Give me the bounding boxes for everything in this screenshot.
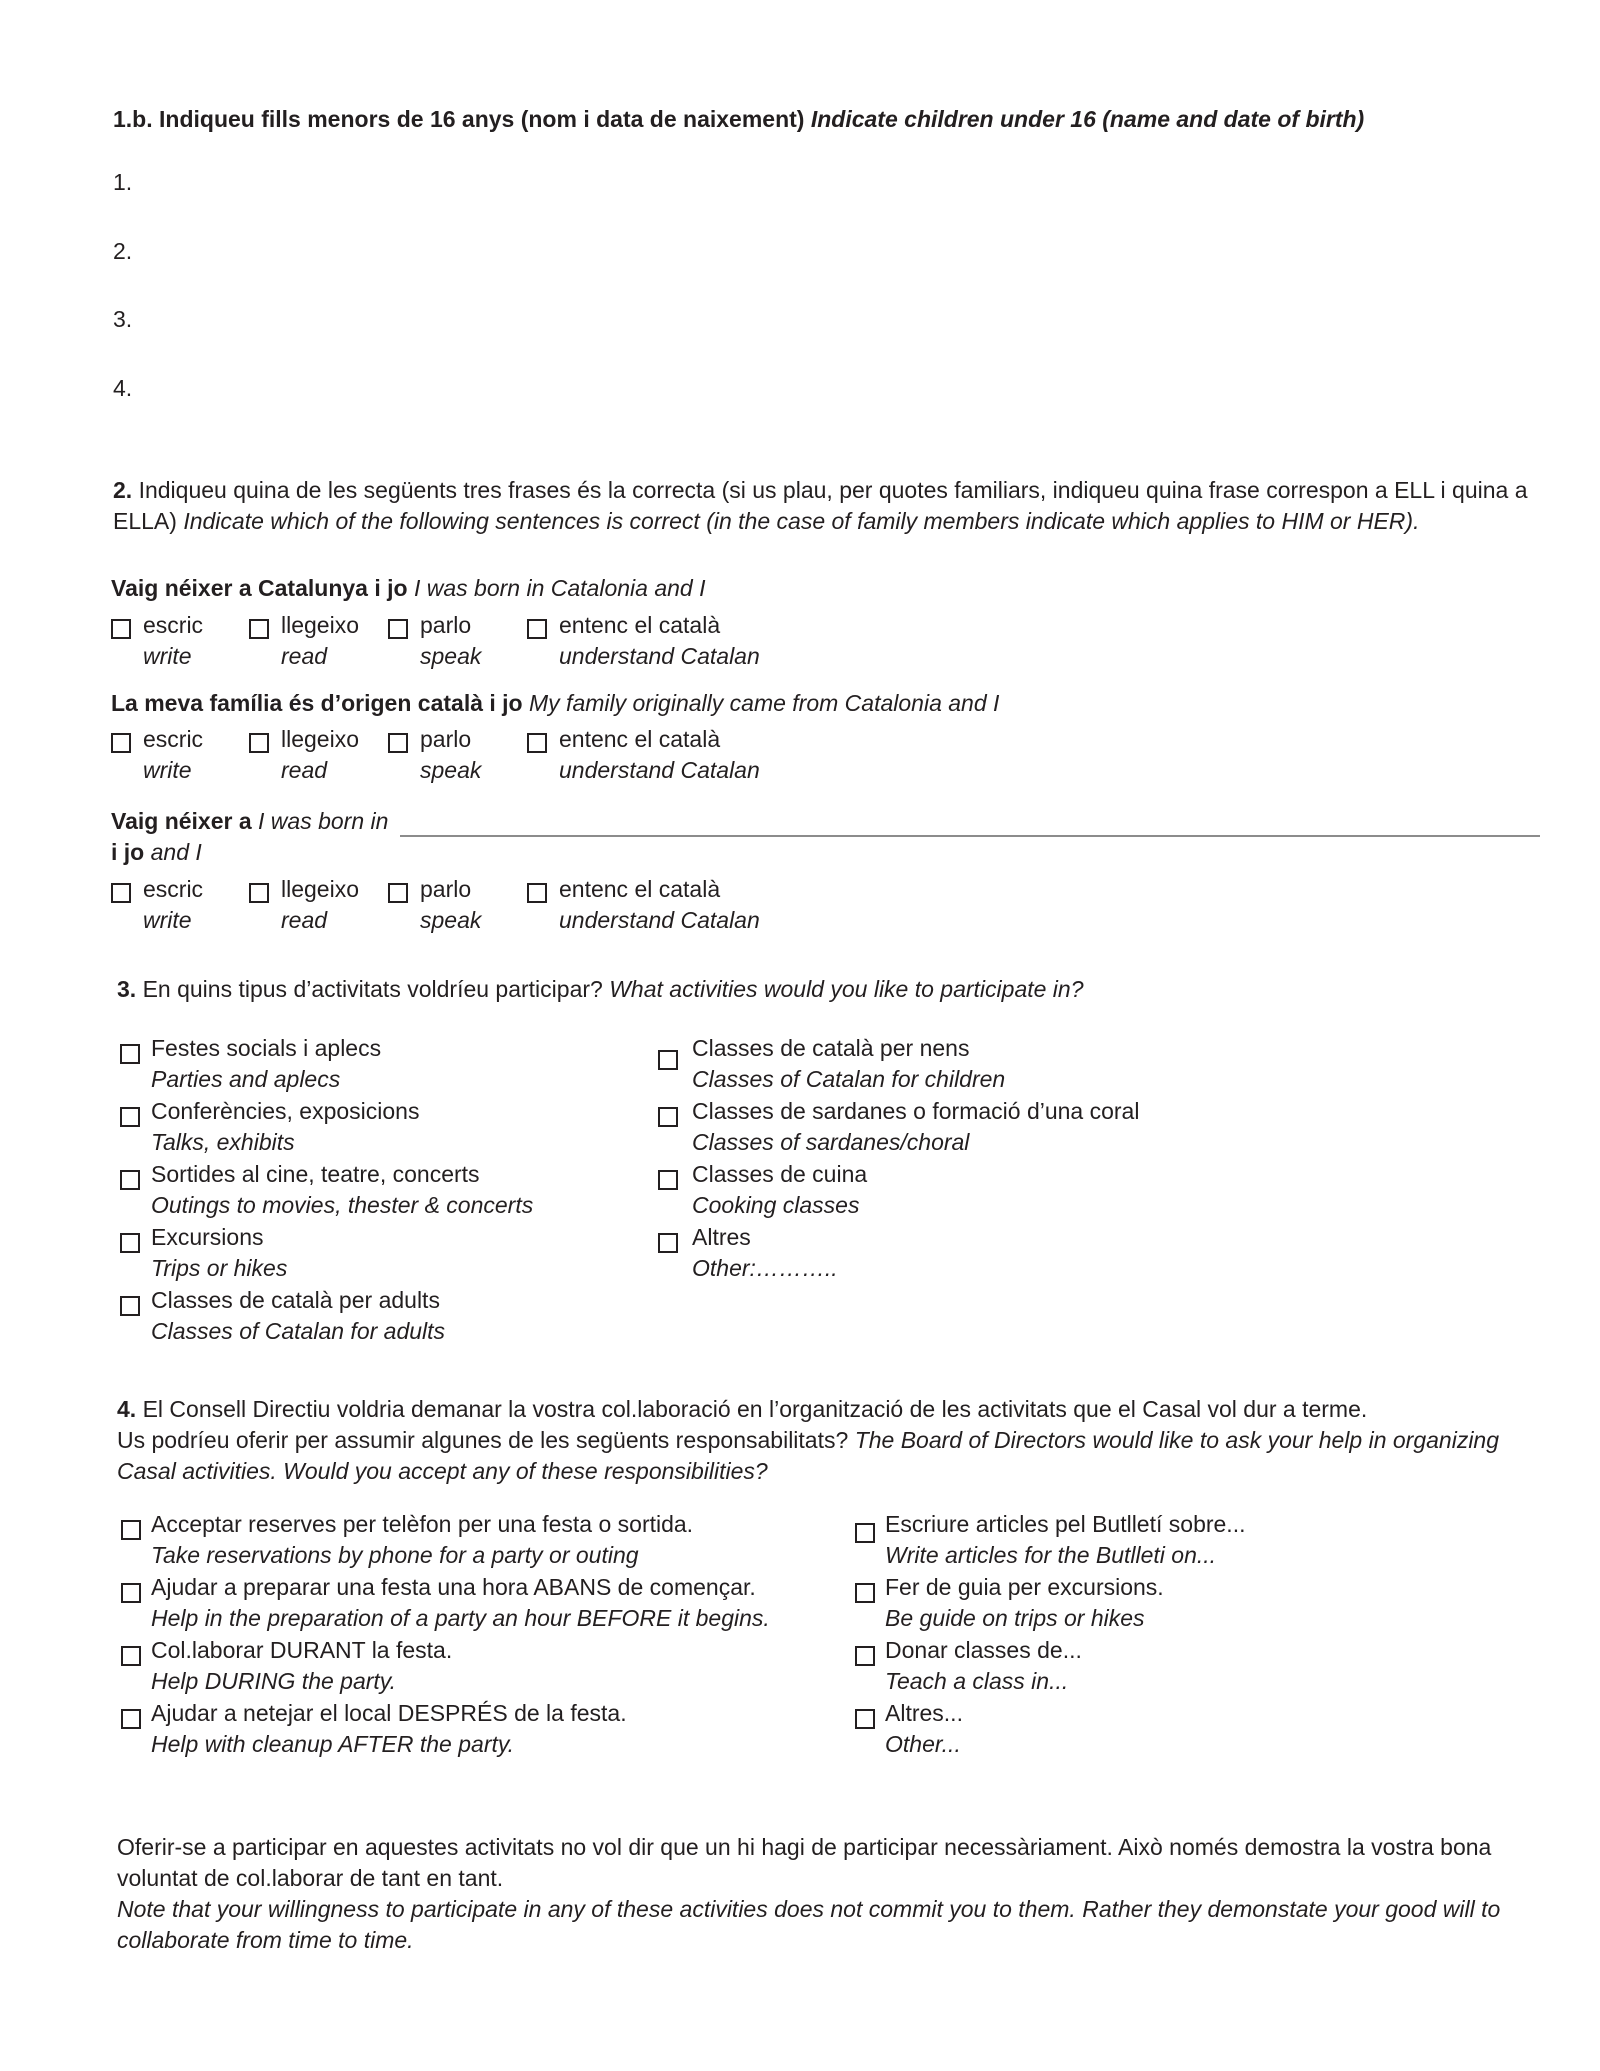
responsibility-label-en: Teach a class in... [885, 1668, 1069, 1694]
option-label-ca: entenc el català [559, 726, 721, 752]
responsibility-label-en: Other... [885, 1731, 961, 1757]
activity-label-en: Classes of Catalan for adults [151, 1318, 446, 1344]
checkbox-speak[interactable] [388, 619, 408, 639]
responsibility-label-ca: Fer de guia per excursions. [885, 1574, 1164, 1600]
option-label-ca: escric [143, 612, 204, 638]
section-1b-heading [113, 104, 1364, 135]
checkbox-understand[interactable] [527, 733, 547, 753]
responsibility-articles [885, 1509, 1245, 1571]
activity-catalan-adults [151, 1285, 445, 1347]
activity-sardanes [692, 1096, 1139, 1158]
group-title-en: My family originally came from Catalonia and I [529, 690, 1000, 716]
checkbox-activity[interactable] [658, 1170, 678, 1190]
activity-label-ca: Classes de català per adults [151, 1287, 440, 1313]
checkbox-activity[interactable] [120, 1296, 140, 1316]
group-born-catalonia-heading [111, 573, 705, 604]
checkbox-activity[interactable] [658, 1107, 678, 1127]
option-speak [420, 724, 481, 786]
section-2-intro [113, 475, 1533, 537]
checkbox-responsibility[interactable] [121, 1520, 141, 1540]
option-label-en: read [281, 907, 328, 933]
section-2-intro-ca: Indiqueu quina de les següents tres frases és la correcta (si us plau, per quotes familiars, indiqueu quina frase correspon a ELL i quina a ELLA) [113, 477, 1528, 534]
section-number: 2. [113, 477, 133, 503]
section-2-intro-en: Indicate which of the following sentences is correct (in the case of family members indicate which applies to HIM or HER). [183, 508, 1420, 534]
checkbox-read[interactable] [249, 883, 269, 903]
responsibility-label-en: Write articles for the Butlleti on... [885, 1542, 1217, 1568]
responsibility-guide [885, 1572, 1164, 1634]
checkbox-understand[interactable] [527, 619, 547, 639]
group-title-ca: Vaig néixer a [111, 808, 252, 834]
activity-cooking [692, 1159, 867, 1221]
option-label-en: write [143, 757, 192, 783]
checkbox-activity[interactable] [120, 1107, 140, 1127]
responsibility-label-ca: Escriure articles pel Butlletí sobre... [885, 1511, 1246, 1537]
checkbox-read[interactable] [249, 733, 269, 753]
activity-label-en: Trips or hikes [151, 1255, 288, 1281]
activity-label-ca: Classes de català per nens [692, 1035, 970, 1061]
option-label-ca: parlo [420, 726, 472, 752]
activity-label-en: Classes of Catalan for children [692, 1066, 1006, 1092]
checkbox-responsibility[interactable] [121, 1709, 141, 1729]
child-row-1: 1. [113, 169, 133, 195]
section-4-intro [117, 1394, 1547, 1487]
responsibility-label-en: Take reservations by phone for a party or outing [151, 1542, 639, 1568]
checkbox-activity[interactable] [658, 1050, 678, 1070]
section-number: 1.b. [113, 106, 153, 132]
checkbox-read[interactable] [249, 619, 269, 639]
checkbox-responsibility[interactable] [855, 1709, 875, 1729]
activity-label-ca: Sortides al cine, teatre, concerts [151, 1161, 480, 1187]
responsibility-teach [885, 1635, 1082, 1697]
option-label-en: read [281, 757, 328, 783]
section-4-paragraph-1 [117, 1394, 1547, 1425]
section-number: 4. [117, 1396, 137, 1422]
checkbox-activity[interactable] [120, 1233, 140, 1253]
activity-label-en: Outings to movies, thester & concerts [151, 1192, 534, 1218]
responsibility-label-en: Help with cleanup AFTER the party. [151, 1731, 515, 1757]
activity-label-ca: Altres [692, 1224, 751, 1250]
activity-label-ca: Classes de sardanes o formació d’una coral [692, 1098, 1140, 1124]
option-write [143, 724, 203, 786]
activity-label-en: Talks, exhibits [151, 1129, 295, 1155]
checkbox-activity[interactable] [658, 1233, 678, 1253]
option-label-ca: escric [143, 726, 204, 752]
option-label-en: read [281, 643, 328, 669]
activity-parties [151, 1033, 381, 1095]
section-4-question-en: The Board of Directors would like to ask your help in organizing Casal activities. Would you accept any of these responsibilities? [117, 1427, 1500, 1484]
activity-catalan-children [692, 1033, 1005, 1095]
option-label-ca: parlo [420, 876, 472, 902]
checkbox-responsibility[interactable] [121, 1583, 141, 1603]
section-4-question-ca: Us podríeu oferir per assumir algunes de les següents responsabilitats? [117, 1427, 849, 1453]
closing-note-ca: Oferir-se a participar en aquestes activitats no vol dir que un hi hagi de participar necessàriament. Això només demostra la vostra bona voluntat de col.laborar de tant en tant. [117, 1834, 1492, 1891]
checkbox-activity[interactable] [120, 1044, 140, 1064]
responsibility-label-ca: Acceptar reserves per telèfon per una festa o sortida. [151, 1511, 694, 1537]
option-write [143, 874, 203, 936]
option-label-ca: entenc el català [559, 876, 721, 902]
checkbox-responsibility[interactable] [121, 1646, 141, 1666]
section-title-en: Indicate children under 16 (name and date of birth) [810, 106, 1365, 132]
section-number: 3. [117, 976, 137, 1002]
child-row-4: 4. [113, 375, 133, 401]
activity-outings [151, 1159, 533, 1221]
section-3-question [117, 974, 1084, 1005]
child-row-2: 2. [113, 238, 133, 264]
responsibility-prepare [151, 1572, 770, 1634]
section-4-paragraph-2 [117, 1425, 1547, 1487]
section-3-question-ca: En quins tipus d’activitats voldríeu participar? [142, 976, 603, 1002]
responsibility-label-en: Be guide on trips or hikes [885, 1605, 1145, 1631]
responsibility-label-ca: Ajudar a preparar una festa una hora ABANS de començar. [151, 1574, 756, 1600]
option-label-en: speak [420, 907, 482, 933]
responsibility-label-ca: Ajudar a netejar el local DESPRÉS de la festa. [151, 1700, 627, 1726]
option-label-ca: parlo [420, 612, 472, 638]
option-speak [420, 874, 481, 936]
option-read [281, 610, 359, 672]
group-subtitle-en: and I [150, 839, 202, 865]
activity-label-en: Cooking classes [692, 1192, 860, 1218]
birthplace-input-line[interactable] [400, 835, 1540, 837]
activity-trips [151, 1222, 287, 1284]
option-label-ca: llegeixo [281, 612, 359, 638]
group-family-origin-heading [111, 688, 999, 719]
checkbox-understand[interactable] [527, 883, 547, 903]
activity-other [692, 1222, 838, 1284]
group-subtitle-ca: i jo [111, 839, 145, 865]
option-label-ca: entenc el català [559, 612, 721, 638]
checkbox-responsibility[interactable] [855, 1646, 875, 1666]
option-label-en: write [143, 643, 192, 669]
activity-label-ca: Festes socials i aplecs [151, 1035, 382, 1061]
activity-label-ca: Excursions [151, 1224, 264, 1250]
responsibility-during [151, 1635, 452, 1697]
checkbox-write[interactable] [111, 883, 131, 903]
option-label-en: understand Catalan [559, 757, 760, 783]
group-title-en: I was born in [258, 808, 389, 834]
checkbox-responsibility[interactable] [855, 1523, 875, 1543]
responsibility-reservations [151, 1509, 693, 1571]
activity-label-ca: Classes de cuina [692, 1161, 868, 1187]
activity-label-en: Other:……….. [692, 1255, 838, 1281]
activity-label-en: Classes of sardanes/choral [692, 1129, 970, 1155]
activity-label-ca: Conferències, exposicions [151, 1098, 420, 1124]
option-label-en: understand Catalan [559, 907, 760, 933]
section-3-question-en: What activities would you like to participate in? [609, 976, 1084, 1002]
option-label-ca: llegeixo [281, 876, 359, 902]
option-label-ca: escric [143, 876, 204, 902]
checkbox-speak[interactable] [388, 883, 408, 903]
option-label-en: understand Catalan [559, 643, 760, 669]
section-4-intro-ca: El Consell Directiu voldria demanar la vostra col.laboració en l’organització de les activitats que el Casal vol dur a terme. [142, 1396, 1368, 1422]
responsibility-label-en: Help in the preparation of a party an hour BEFORE it begins. [151, 1605, 770, 1631]
option-speak [420, 610, 481, 672]
activity-talks [151, 1096, 419, 1158]
option-understand [559, 724, 760, 786]
checkbox-speak[interactable] [388, 733, 408, 753]
option-read [281, 724, 359, 786]
group-born-elsewhere-subheading [111, 837, 202, 868]
checkbox-write[interactable] [111, 733, 131, 753]
child-row-3: 3. [113, 306, 133, 332]
option-understand [559, 874, 760, 936]
activity-label-en: Parties and aplecs [151, 1066, 341, 1092]
checkbox-responsibility[interactable] [855, 1583, 875, 1603]
option-understand [559, 610, 760, 672]
responsibility-other [885, 1698, 963, 1760]
option-read [281, 874, 359, 936]
responsibility-label-ca: Altres... [885, 1700, 963, 1726]
responsibility-label-ca: Donar classes de... [885, 1637, 1082, 1663]
group-title-ca: Vaig néixer a Catalunya i jo [111, 575, 408, 601]
option-label-ca: llegeixo [281, 726, 359, 752]
option-label-en: speak [420, 643, 482, 669]
closing-note [117, 1832, 1557, 1956]
option-label-en: speak [420, 757, 482, 783]
group-born-elsewhere-heading [111, 806, 388, 837]
checkbox-activity[interactable] [120, 1170, 140, 1190]
responsibility-cleanup [151, 1698, 627, 1760]
group-title-en: I was born in Catalonia and I [413, 575, 706, 601]
checkbox-write[interactable] [111, 619, 131, 639]
option-write [143, 610, 203, 672]
section-title-ca: Indiqueu fills menors de 16 anys (nom i data de naixement) [159, 106, 805, 132]
closing-note-en: Note that your willingness to participate in any of these activities does not commit you to them. Rather they demonstate your good will to collaborate from time to time. [117, 1896, 1501, 1953]
responsibility-label-ca: Col.laborar DURANT la festa. [151, 1637, 453, 1663]
group-title-ca: La meva família és d’origen català i jo [111, 690, 523, 716]
option-label-en: write [143, 907, 192, 933]
responsibility-label-en: Help DURING the party. [151, 1668, 396, 1694]
